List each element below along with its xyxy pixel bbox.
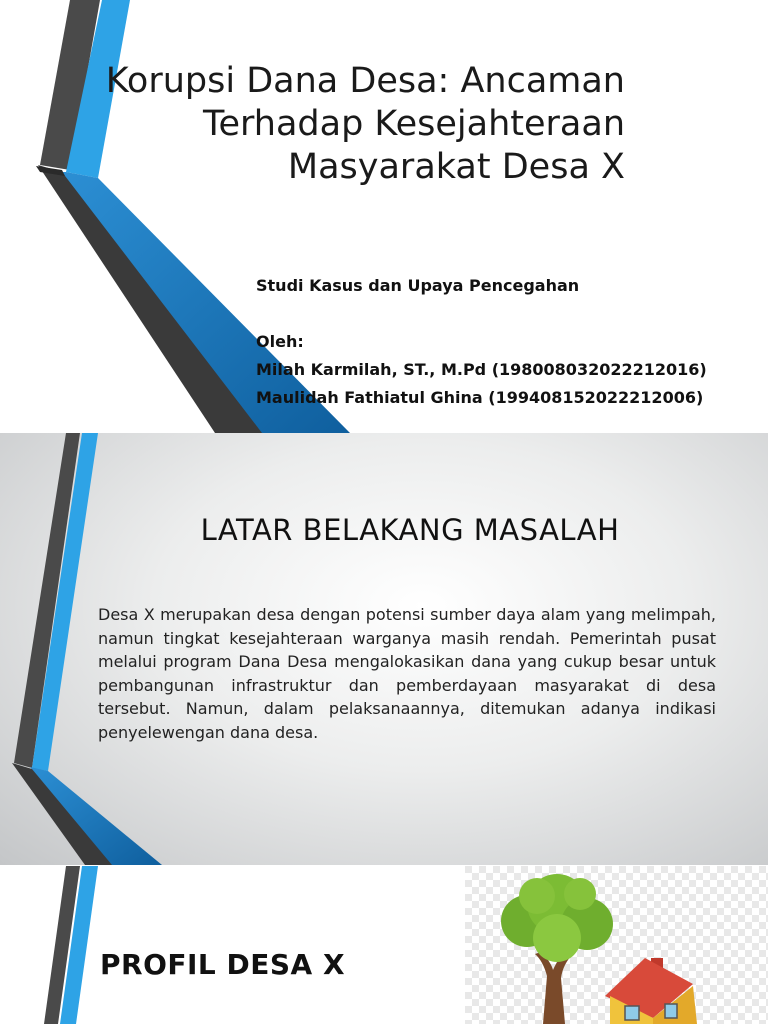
body-paragraph: Desa X merupakan desa dengan potensi sumber daya alam yang melimpah, namun tingkat kesejahteraan warganya masih rendah. Pemerintah pusat melalui program Dana Desa mengalokasikan dana yang cukup besar untuk pembangunan infrastruktur dan pemberdayaan masyarakat di desa tersebut. Namun, dalam pelaksanaannya, ditemukan adanya indikasi penyelewengan dana desa. xyxy=(98,605,716,742)
background-slide xyxy=(0,433,768,865)
title-line-3: Masyarakat Desa X xyxy=(287,147,625,187)
profile-slide xyxy=(0,866,768,1024)
subtitle: Studi Kasus dan Upaya Pencegahan xyxy=(256,276,580,295)
author-1: Milah Karmilah, ST., M.Pd (198008032022212016) xyxy=(256,360,707,379)
section-heading: LATAR BELAKANG MASALAH xyxy=(200,513,620,547)
presentation-title xyxy=(65,60,625,189)
tree-house-icon xyxy=(465,866,768,1024)
title-line-2: Terhadap Kesejahteraan xyxy=(203,104,625,144)
author-label: Oleh: xyxy=(256,332,304,351)
author-2: Maulidah Fathiatul Ghina (199408152022212006) xyxy=(256,388,704,407)
subtitle-block xyxy=(256,272,766,412)
section-heading: PROFIL DESA X xyxy=(100,948,346,981)
title-slide xyxy=(0,0,768,433)
title-line-1: Korupsi Dana Desa: Ancaman xyxy=(105,61,625,101)
